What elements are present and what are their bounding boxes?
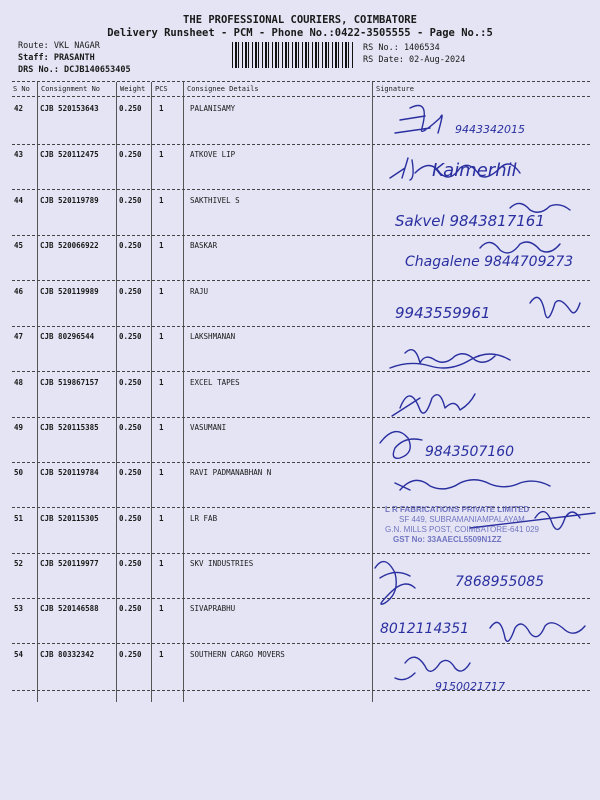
- row-consignee: PALANISAMY: [190, 104, 236, 113]
- row-consignment: CJB 520153643: [40, 104, 99, 113]
- row-pcs: 1: [159, 378, 164, 387]
- row-consignee: VASUMANI: [190, 423, 227, 432]
- rs-number: RS No.: 1406534: [363, 43, 440, 53]
- header-top-rule: [12, 81, 590, 82]
- signature-scribble: [490, 622, 585, 641]
- row-weight: 0.250: [119, 332, 142, 341]
- row-sno: 50: [14, 468, 24, 477]
- row-sno: 52: [14, 559, 24, 568]
- row-weight: 0.250: [119, 104, 142, 113]
- company-stamp: [385, 505, 539, 545]
- stamp-line: G.N. MILLS POST, COIMBATORE-641 029: [385, 525, 539, 534]
- stamp-line: GST No: 33AAECL5509N1ZZ: [393, 535, 502, 544]
- row-sno: 42: [14, 104, 24, 113]
- row-consignee: RAVI PADMANABHAN N: [190, 468, 272, 477]
- row-pcs: 1: [159, 196, 164, 205]
- row-consignment: CJB 520112475: [40, 150, 99, 159]
- header-bottom-rule: [12, 96, 590, 97]
- row-sno: 43: [14, 150, 24, 159]
- row-weight: 0.250: [119, 423, 142, 432]
- signature-handwriting: 9843507160: [425, 444, 515, 460]
- signature-scribble: [530, 297, 580, 317]
- column-header-signature: Signature: [376, 85, 414, 93]
- row-sno: 46: [14, 287, 24, 296]
- barcode: [232, 42, 354, 68]
- row-pcs: 1: [159, 423, 164, 432]
- page-title: THE PROFESSIONAL COURIERS, COIMBATORE: [183, 14, 417, 26]
- column-header-sno: S No: [13, 85, 30, 93]
- row-weight: 0.250: [119, 559, 142, 568]
- row-pcs: 1: [159, 287, 164, 296]
- signature-scribble: [395, 480, 550, 490]
- row-consignment: CJB 520115305: [40, 514, 99, 523]
- row-consignee: EXCEL TAPES: [190, 378, 240, 387]
- page-subtitle: Delivery Runsheet - PCM - Phone No.:0422-3505555 - Page No.:5: [107, 27, 493, 39]
- row-consignment: CJB 520119989: [40, 287, 99, 296]
- signature-handwriting: 9943559961: [395, 304, 491, 322]
- row-consignment: CJB 80332342: [40, 650, 95, 659]
- row-pcs: 1: [159, 559, 164, 568]
- row-consignee: SOUTHERN CARGO MOVERS: [190, 650, 285, 659]
- row-consignee: SAKTHIVEL S: [190, 196, 240, 205]
- signature-handwriting: 9443342015: [455, 123, 525, 136]
- row-consignee: RAJU: [190, 287, 209, 296]
- row-weight: 0.250: [119, 196, 142, 205]
- column-divider: [183, 82, 184, 702]
- row-consignee: ATKOVE LIP: [190, 150, 236, 159]
- row-pcs: 1: [159, 468, 164, 477]
- column-header-consignment: Consignment No: [41, 85, 101, 93]
- signature-scribble: [510, 203, 570, 212]
- rs-date: RS Date: 02-Aug-2024: [363, 55, 466, 65]
- row-weight: 0.250: [119, 514, 142, 523]
- row-consignment: CJB 520119784: [40, 468, 99, 477]
- row-sno: 44: [14, 196, 24, 205]
- row-consignee: SKV INDUSTRIES: [190, 559, 254, 568]
- row-consignee: LAKSHMANAN: [190, 332, 236, 341]
- row-pcs: 1: [159, 650, 164, 659]
- column-header-weight: Weight: [120, 85, 146, 93]
- row-pcs: 1: [159, 604, 164, 613]
- signature-handwriting: Chagalene 9844709273: [405, 254, 574, 270]
- signature-handwriting: 8012114351: [380, 621, 470, 637]
- column-header-consignee: Consignee Details: [187, 85, 259, 93]
- drs-number: DRS No.: DCJB140653405: [18, 65, 131, 75]
- row-weight: 0.250: [119, 468, 142, 477]
- row-consignment: CJB 80296544: [40, 332, 95, 341]
- signature-handwriting: Sakvel 9843817161: [395, 212, 545, 230]
- row-sno: 53: [14, 604, 24, 613]
- row-sno: 54: [14, 650, 24, 659]
- signature-scribble: [395, 657, 470, 679]
- row-consignee: LR FAB: [190, 514, 218, 523]
- signature-scribble: [480, 242, 560, 253]
- row-sno: 47: [14, 332, 24, 341]
- signature-scribble: [392, 394, 475, 416]
- row-consignee: SIVAPRABHU: [190, 604, 236, 613]
- row-pcs: 1: [159, 241, 164, 250]
- signature-scribble: [395, 106, 442, 134]
- row-consignee: BASKAR: [190, 241, 218, 250]
- row-sno: 45: [14, 241, 24, 250]
- column-divider: [37, 82, 38, 702]
- signature-handwriting: 7868955085: [455, 574, 545, 590]
- signature-handwriting: Kaimerhil: [432, 160, 517, 181]
- row-weight: 0.250: [119, 378, 142, 387]
- row-weight: 0.250: [119, 241, 142, 250]
- signature-handwriting: 9150021717: [435, 680, 505, 693]
- stamp-line: SF 449, SUBRAMANIAMPALAYAM: [399, 515, 525, 524]
- row-pcs: 1: [159, 150, 164, 159]
- row-sno: 48: [14, 378, 24, 387]
- row-consignment: CJB 520119789: [40, 196, 99, 205]
- row-consignment: CJB 520119977: [40, 559, 99, 568]
- signature-scribble: [380, 432, 422, 459]
- column-divider: [151, 82, 152, 702]
- row-pcs: 1: [159, 514, 164, 523]
- signatures-layer: [370, 98, 600, 738]
- column-header-pcs: PCS: [155, 85, 168, 93]
- signature-scribble: [375, 562, 415, 605]
- row-sno: 49: [14, 423, 24, 432]
- column-divider: [116, 82, 117, 702]
- row-consignment: CJB 520115385: [40, 423, 99, 432]
- row-weight: 0.250: [119, 287, 142, 296]
- row-weight: 0.250: [119, 604, 142, 613]
- row-pcs: 1: [159, 104, 164, 113]
- signature-scribble: [390, 350, 510, 368]
- row-consignment: CJB 519867157: [40, 378, 99, 387]
- row-pcs: 1: [159, 332, 164, 341]
- row-weight: 0.250: [119, 650, 142, 659]
- row-weight: 0.250: [119, 150, 142, 159]
- route-label: Route: VKL NAGAR: [18, 41, 100, 51]
- row-sno: 51: [14, 514, 24, 523]
- row-consignment: CJB 520146588: [40, 604, 99, 613]
- stamp-line: L R FABRICATIONS PRIVATE LIMITED: [385, 505, 530, 514]
- staff-label: Staff: PRASANTH: [18, 53, 95, 63]
- row-consignment: CJB 520066922: [40, 241, 99, 250]
